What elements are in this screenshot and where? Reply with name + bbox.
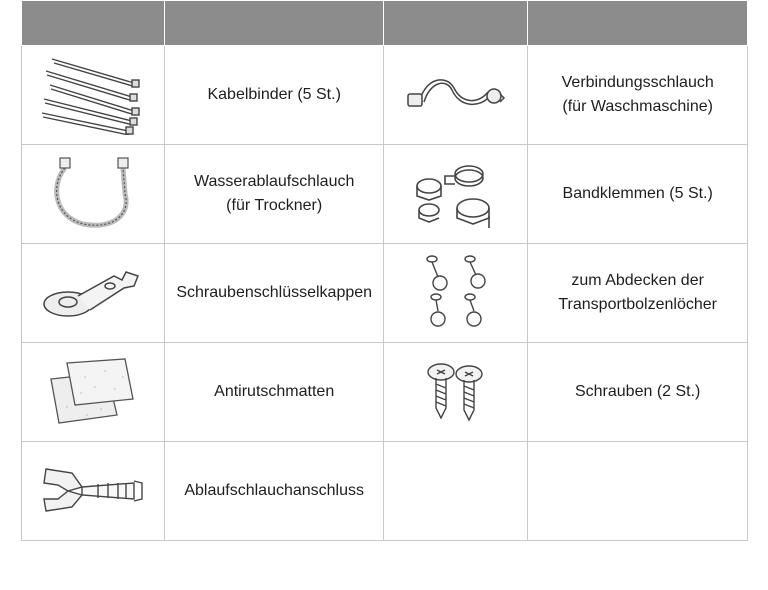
item-label: Schrauben (2 St.) xyxy=(574,383,701,400)
table-header-row xyxy=(22,1,748,46)
item-label: Schraubenschlüsselkappen xyxy=(176,284,373,301)
table-row xyxy=(22,442,748,541)
header-cell xyxy=(22,1,165,46)
header-cell xyxy=(528,1,748,46)
table-row xyxy=(22,46,748,145)
anti-slip-mats-icon xyxy=(22,343,165,442)
band-clamps-icon xyxy=(383,145,527,244)
header-cell xyxy=(165,1,384,46)
item-label: Kabelbinder (5 St.) xyxy=(207,86,341,103)
empty-cell xyxy=(383,442,527,541)
transport-bolt-caps-icon xyxy=(383,244,527,343)
table-row xyxy=(22,244,748,343)
accessories-table xyxy=(21,0,748,541)
item-label: Wasserablaufschlauch (für Trockner) xyxy=(194,173,355,214)
item-label: Ablaufschlauchanschluss xyxy=(184,482,365,499)
item-label: zum Abdecken der Transportbolzenlöcher xyxy=(558,272,717,313)
drain-hose-icon xyxy=(22,145,165,244)
table-row xyxy=(22,145,748,244)
cable-ties-icon xyxy=(22,46,165,145)
item-label: Verbindungsschlauch (für Waschmaschine) xyxy=(561,74,714,115)
empty-cell xyxy=(528,442,748,541)
screws-icon xyxy=(383,343,527,442)
item-label: Bandklemmen (5 St.) xyxy=(562,185,713,202)
wrench-caps-icon xyxy=(22,244,165,343)
item-label: Antirutschmatten xyxy=(214,383,335,400)
connection-hose-icon xyxy=(383,46,527,145)
drain-hose-connector-icon xyxy=(22,442,165,541)
table-row xyxy=(22,343,748,442)
header-cell xyxy=(383,1,527,46)
